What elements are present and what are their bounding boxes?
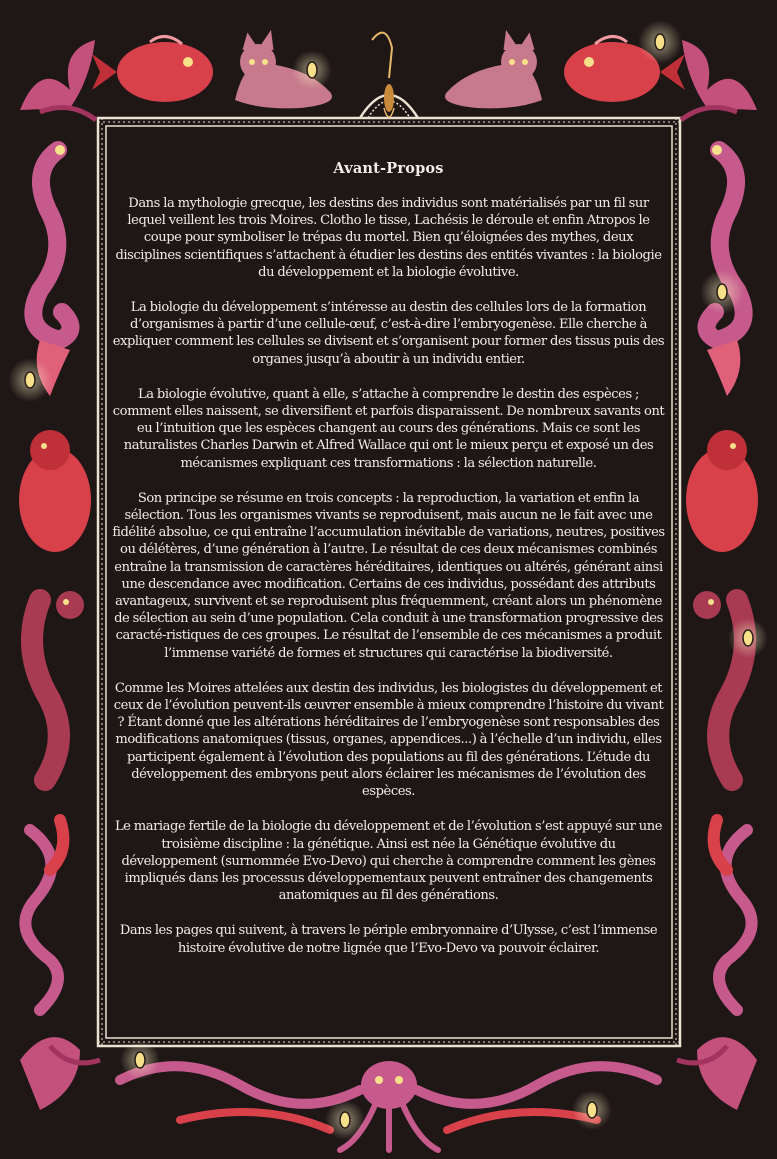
lily-top-left-icon [20,40,96,120]
paragraph-natural-selection: Son principe se résume en trois concepts : la reproduction, la variation et enfin la sélection. Tous les organismes vivants se reproduisent, mais aucun ne le fait avec une fidélité absolue, ce qui entraîne l’accumulation inévitable de variations, neutres, positives ou délétères, d’une génération à l’autre. Le résultat de ces deux mécanismes combinés entraîne la transmission de caractères héréditaires, identiques ou altérés, générant ainsi une descendance avec modification. Certains de ces individus, possédant des attributs avantageux, survivent et se reproduisent plus fréquemment, créant alors un phénomène de sélection au sein d’une population. Cela conduit à une transformation progressive des caracté-ristiques de ces groupes. Le résultat de l’ensemble de ces mécanismes a produit l’immense variété de formes et structures qui caractérise la biodiversité. [112,490,665,661]
paragraph-evolutionary-biology: La biologie évolutive, quant à elle, s’attache à comprendre le destin des espèces ; comment elles naissent, se diversifient et parfois disparaissent. De nombreux savants ont eu l’intuition que les espèces changent au cours des générations. Mais ce sont les naturalistes Charles Darwin et Alfred Wallace qui ont le mieux perçu et exposé un des mécanismes expliquant ces transformations : la sélection naturelle. [112,386,665,471]
bee-icon [8,358,52,402]
boar-left-icon [19,430,91,552]
lily-bottom-right-icon [677,1037,757,1110]
paragraph-intro: Dans la mythologie grecque, les destins des individus sont matérialisés par un fil sur lequel veillent les trois Moires. Clotho le tisse, Lachésis le déroule et enfin Atropos le coupe pour symboliser le trépas du mortel. Bien qu’éloignées des mythes, deux disciplines scientifiques s’attachent à étudier les destins des entités vivantes : la biologie du développement et la biologie évolutive. [115,196,662,280]
spindle-icon [372,33,394,117]
lily-bottom-left-icon [20,1037,100,1110]
bee-icon [572,1090,612,1130]
dog-left-icon [32,591,84,780]
serpent-right-icon [714,820,752,1010]
dog-right-icon [693,591,745,780]
fish-left-icon [92,36,213,102]
lily-top-right-icon [681,40,757,120]
bee-icon [292,50,332,90]
bee-icon [120,1040,160,1080]
bee-icon [325,1100,365,1140]
page-title: Avant-Propos [333,160,444,177]
paragraph-developmental-biology: La biologie du développement s’intéresse au destin des cellules lors de la formation d’organismes à partir d’une cellule-œuf, c’est-à-dire l’embryogenèse. Elle cherche à expliquer comment les cellules se divisent et s’organisent pour former des tissus puis des organes jusqu’à aboutir à un individu entier. [112,300,665,367]
bee-icon [700,270,744,314]
cat-right-icon [445,34,542,108]
bee-icon [728,618,768,658]
serpent-left-icon [25,820,63,1010]
bee-icon [638,20,682,64]
seahorse-left-icon [33,145,70,396]
paragraph-evo-devo: Le mariage fertile de la biologie du développement et de l’évolution s’est appuyé sur une troisième discipline : la génétique. Ainsi est née la Génétique évolutive du développement (surnommée Evo-Devo) qui cherche à comprendre comment les gènes impliqués dans les processus développementaux peuvent entraîner des changements anatomiques au fil des générations. [114,819,663,904]
paragraph-ulysses: Dans les pages qui suivent, à travers le périple embryonnaire d’Ulysse, c’est l’immense histoire évolutive de notre lignée que l’Evo-Devo va pouvoir éclairer. [119,923,658,956]
text-panel [112,160,665,975]
boar-right-icon [686,430,758,552]
paragraph-moires-comparison: Comme les Moires attelées aux destin des individus, les biologistes du développement et ceux de l’évolution peuvent-ils œuvrer ensemble à mieux comprendre l’histoire du vivant ? Étant donné que les altérations héréditaires de l’embryogenèse sont responsables des modifications anatomiques (tissus, organes, appendices...) à l’échelle d’un individu, elles participent également à l’évolution des populations au fil des générations. L’étude du développement des embryons peut alors éclairer les mécanismes de l’évolution des espèces. [113,680,664,800]
